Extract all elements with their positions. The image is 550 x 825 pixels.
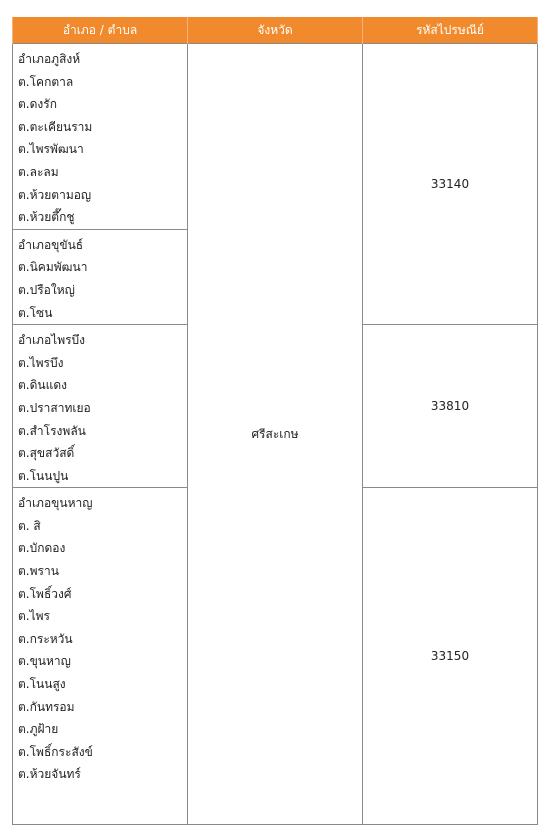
district-cell-phrai-bueng: [13, 325, 188, 488]
subdistrict-item: ต.โคกตาล: [18, 74, 74, 89]
header-province: จังหวัด: [188, 17, 363, 44]
subdistrict-item: ต.ห้วยตึ๊กชู: [18, 210, 75, 225]
district-name: อำเภอภูสิงห์: [18, 52, 81, 66]
subdistrict-item: ต.สุขสวัสดิ์: [18, 446, 75, 461]
district-name: อำเภอขุขันธ์: [18, 237, 84, 252]
district-name: อำเภอไพรบึง: [18, 333, 86, 348]
subdistrict-item: ต.โซน: [18, 305, 53, 320]
subdistrict-item: ต.โนนปูน: [18, 468, 69, 483]
table-header-row: [13, 17, 538, 44]
subdistrict-item: ต.ปราสาทเยอ: [18, 400, 91, 415]
header-postcode: รหัสไปรษณีย์: [363, 17, 538, 44]
district-name: อำเภอขุนหาญ: [18, 496, 93, 511]
subdistrict-item: ต.ขุนหาญ: [18, 654, 71, 669]
postcode-table: [12, 17, 538, 825]
subdistrict-item: ต.กันทรอม: [18, 699, 75, 714]
header-district: อำเภอ / ตำบล: [13, 17, 188, 44]
subdistrict-item: ต.ดงรัก: [18, 97, 57, 112]
subdistrict-item: ต.ตะเคียนราม: [18, 119, 93, 134]
subdistrict-item: ต.โพธิ์วงศ์: [18, 586, 72, 601]
subdistrict-item: ต.กระหวัน: [18, 631, 73, 646]
postcode-cell: 33150: [363, 488, 538, 825]
subdistrict-item: ต.บักดอง: [18, 541, 66, 556]
subdistrict-item: ต.ไพรพัฒนา: [18, 142, 84, 157]
subdistrict-item: ต.ไพรบึง: [18, 355, 64, 370]
subdistrict-item: ต.โพธิ์กระสังข์: [18, 744, 93, 759]
district-cell-phu-sing: [13, 44, 188, 230]
district-cell-khun-han: [13, 488, 188, 825]
province-cell: ศรีสะเกษ: [188, 44, 363, 825]
subdistrict-item: ต.นิคมพัฒนา: [18, 260, 88, 275]
postcode-cell: 33140: [363, 44, 538, 325]
subdistrict-item: ต.พราน: [18, 564, 59, 579]
subdistrict-item: ต. สิ: [18, 518, 41, 533]
subdistrict-item: ต.ละลม: [18, 164, 59, 179]
subdistrict-item: ต.ภูฝ้าย: [18, 722, 59, 737]
subdistrict-item: ต.ไพร: [18, 609, 50, 624]
subdistrict-item: ต.ห้วยจันทร์: [18, 767, 81, 782]
subdistrict-item: ต.ดินแดง: [18, 378, 67, 393]
subdistrict-item: ต.ปรือใหญ่: [18, 282, 75, 297]
subdistrict-item: ต.โนนสูง: [18, 677, 66, 692]
postcode-cell: 33810: [363, 325, 538, 488]
subdistrict-item: ต.ห้วยตามอญ: [18, 187, 92, 202]
district-cell-khukhan: [13, 229, 188, 324]
subdistrict-item: ต.สำโรงพลัน: [18, 423, 86, 438]
table-row: [13, 44, 538, 230]
